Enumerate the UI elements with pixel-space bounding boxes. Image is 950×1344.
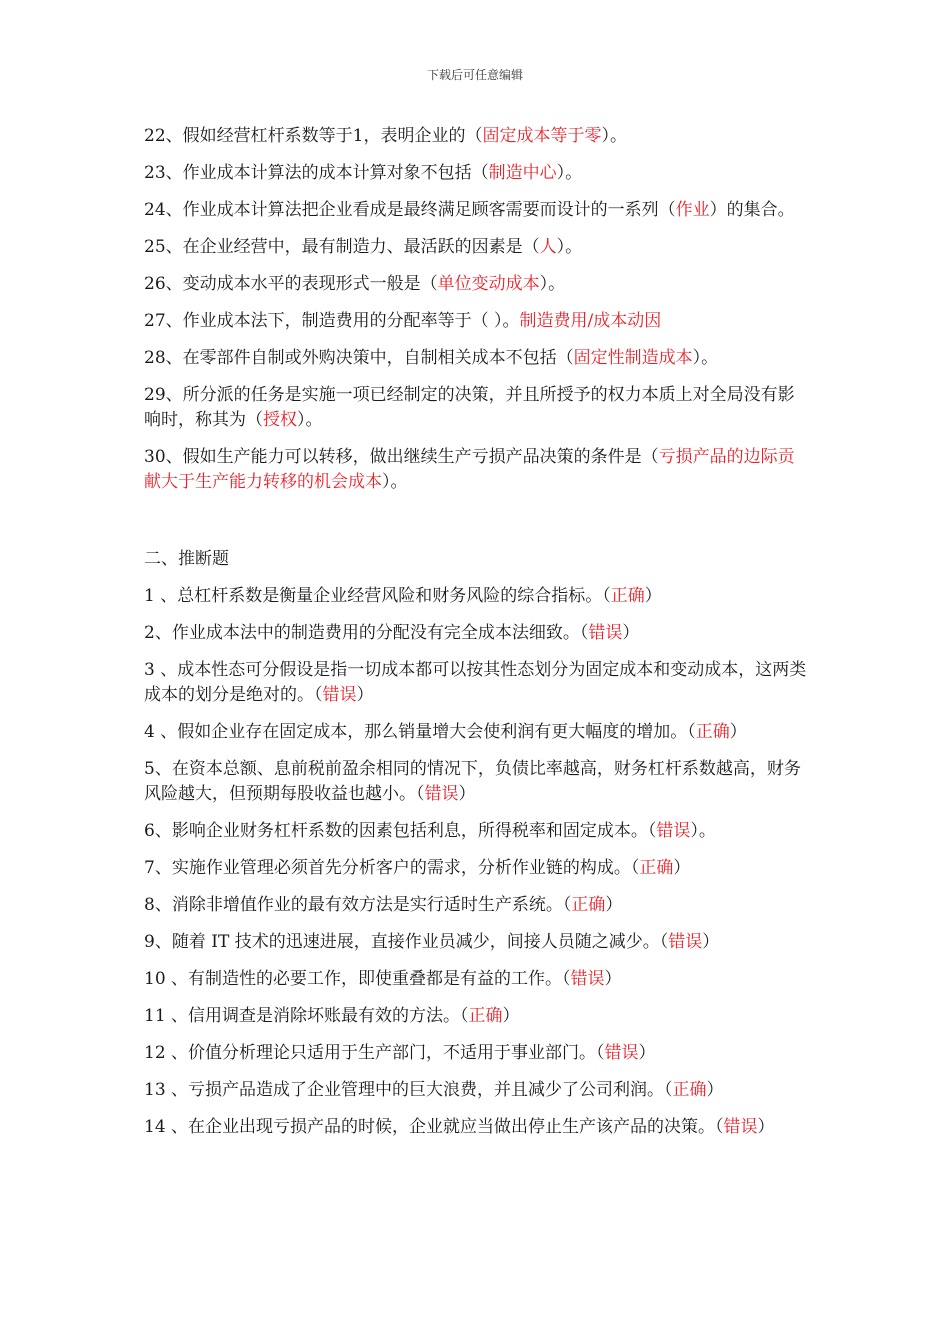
question-text: 在企业经营中，最有制造力、最活跃的因素是（: [182, 237, 540, 257]
question-number: 14: [144, 1117, 166, 1137]
question-number: 22: [144, 126, 166, 146]
question-text: 作业成本计算法的成本计算对象不包括（: [182, 163, 489, 183]
question-tail: ）: [502, 1006, 520, 1026]
true-false-item: [144, 967, 808, 992]
answer-text: 错误: [656, 821, 691, 841]
question-number: 8: [144, 895, 155, 915]
fill-blank-item: [144, 309, 808, 334]
question-text: 所分派的任务是实施一项已经制定的决策，并且所授予的权力本质上对全局没有影响时，称其为（: [144, 385, 795, 430]
question-text: 影响企业财务杠杆系数的因素包括利息，所得税率和固定成本。（: [171, 821, 657, 841]
fill-blank-list: [144, 124, 808, 495]
answer-text: 作业: [675, 200, 710, 220]
question-number: 12: [144, 1043, 166, 1063]
answer-text: 正确: [639, 858, 674, 878]
true-false-item: [144, 658, 808, 708]
question-tail: ）。: [382, 472, 408, 492]
question-text: 亏损产品造成了企业管理中的巨大浪费，并且减少了公司利润。（: [188, 1080, 673, 1100]
answer-text: 正确: [571, 895, 606, 915]
question-tail: ）: [458, 784, 476, 804]
question-tail: ）: [638, 1043, 656, 1063]
answer-text: 错误: [604, 1043, 639, 1063]
answer-text: 单位变动成本: [437, 274, 540, 294]
question-tail: ）: [356, 685, 374, 705]
question-tail: ）: [644, 586, 662, 606]
answer-text: 错误: [588, 623, 623, 643]
true-false-item: [144, 757, 808, 807]
question-number: 29: [144, 385, 166, 405]
question-tail: ）。: [601, 126, 627, 146]
question-separator: 、: [165, 348, 183, 368]
question-tail: ）: [605, 895, 623, 915]
question-number: 23: [144, 163, 166, 183]
question-tail: ）。: [556, 237, 583, 257]
question-separator: 、: [165, 126, 183, 146]
question-separator: 、: [154, 586, 178, 606]
question-separator: 、: [165, 311, 183, 331]
question-separator: 、: [165, 1080, 189, 1100]
true-false-item: [144, 930, 808, 955]
question-number: 24: [144, 200, 166, 220]
question-number: 30: [144, 447, 166, 467]
question-separator: 、: [154, 623, 172, 643]
answer-text: 固定性制造成本: [573, 348, 693, 368]
question-separator: 、: [165, 969, 189, 989]
question-text: 价值分析理论只适用于生产部门，不适用于事业部门。（: [188, 1043, 605, 1063]
section-title: 二、推断题: [144, 549, 229, 569]
question-tail: ）。: [539, 274, 566, 294]
question-number: 5: [144, 759, 155, 779]
question-tail: ）: [702, 932, 720, 952]
question-tail: ）: [757, 1117, 775, 1137]
question-tail: ）。: [556, 163, 583, 183]
true-false-item: [144, 1004, 808, 1029]
true-false-item: [144, 893, 808, 918]
question-text: 在零部件自制或外购决策中，自制相关成本不包括（: [182, 348, 574, 368]
question-separator: 、: [165, 237, 183, 257]
question-text: 成本性态可分假设是指一切成本都可以按其性态划分为固定成本和变动成本，这两类成本的划分是绝对的。（: [144, 660, 807, 705]
question-tail: ）。: [297, 410, 323, 430]
true-false-item: [144, 1078, 808, 1103]
fill-blank-item: [144, 161, 808, 186]
question-tail: ）: [604, 969, 622, 989]
question-text: 有制造性的必要工作，即使重叠都是有益的工作。（: [188, 969, 571, 989]
fill-blank-item: [144, 198, 808, 223]
fill-blank-item: [144, 124, 808, 149]
question-text: 假如企业存在固定成本，那么销量增大会使利润有更大幅度的增加。（: [177, 722, 696, 742]
question-number: 1: [144, 586, 155, 606]
question-separator: 、: [165, 274, 183, 294]
question-number: 3: [144, 660, 155, 680]
true-false-item: [144, 720, 808, 745]
true-false-item: [144, 1115, 808, 1140]
fill-blank-item: [144, 272, 808, 297]
question-text: 假如经营杠杆系数等于1，表明企业的（: [182, 126, 483, 146]
page-header: 下载后可任意编辑: [426, 68, 523, 82]
question-text: 作业成本计算法把企业看成是最终满足顾客需要而设计的一系列（: [182, 200, 676, 220]
question-text: 作业成本法中的制造费用的分配没有完全成本法细致。（: [171, 623, 589, 643]
question-number: 10: [144, 969, 166, 989]
true-false-item: [144, 621, 808, 646]
question-text: 假如生产能力可以转移，做出继续生产亏损产品决策的条件是（: [182, 447, 659, 467]
question-tail: ）。: [690, 821, 716, 841]
answer-text: 固定成本等于零: [482, 126, 602, 146]
question-tail: ）。: [692, 348, 719, 368]
question-number: 6: [144, 821, 155, 841]
question-tail: ）: [706, 1080, 724, 1100]
answer-text: 错误: [570, 969, 605, 989]
question-text: 随着 IT 技术的迅速进展，直接作业员减少，间接人员随之减少。（: [171, 932, 669, 952]
question-separator: 、: [154, 895, 172, 915]
question-separator: 、: [154, 759, 172, 779]
true-false-item: [144, 856, 808, 881]
answer-text: 错误: [723, 1117, 758, 1137]
fill-blank-item: [144, 346, 808, 371]
question-tail: ）: [622, 623, 640, 643]
question-separator: 、: [154, 660, 178, 680]
true-false-item: [144, 584, 808, 609]
answer-text: 亏损产品的边际贡献大于生产能力转移的机会成本: [144, 447, 795, 492]
answer-text: 制造费用/成本动因: [519, 311, 662, 331]
question-text: 在企业出现亏损产品的时候，企业就应当做出停止生产该产品的决策。（: [188, 1117, 724, 1137]
question-separator: 、: [154, 932, 172, 952]
question-text: 变动成本水平的表现形式一般是（: [182, 274, 438, 294]
answer-text: 错误: [668, 932, 703, 952]
question-text: 信用调查是消除坏账最有效的方法。（: [188, 1006, 469, 1026]
answer-text: 正确: [468, 1006, 503, 1026]
answer-text: 错误: [322, 685, 357, 705]
question-number: 13: [144, 1080, 166, 1100]
fill-blank-item: [144, 383, 808, 433]
answer-text: 正确: [672, 1080, 707, 1100]
question-number: 4: [144, 722, 155, 742]
question-number: 27: [144, 311, 166, 331]
question-number: 11: [144, 1006, 166, 1026]
document-body: [144, 124, 808, 1152]
question-text: 实施作业管理必须首先分析客户的需求，分析作业链的构成。（: [171, 858, 640, 878]
answer-text: 人: [539, 237, 557, 257]
question-separator: 、: [154, 858, 172, 878]
question-separator: 、: [165, 163, 183, 183]
question-separator: 、: [165, 200, 183, 220]
answer-text: 授权: [263, 410, 297, 430]
question-tail: ）: [673, 858, 691, 878]
answer-text: 制造中心: [488, 163, 557, 183]
question-number: 25: [144, 237, 166, 257]
fill-blank-item: [144, 235, 808, 260]
answer-text: 正确: [610, 586, 645, 606]
question-number: 26: [144, 274, 166, 294]
question-tail: ）: [729, 722, 747, 742]
question-text: 总杠杆系数是衡量企业经营风险和财务风险的综合指标。（: [177, 586, 611, 606]
question-separator: 、: [154, 821, 172, 841]
question-separator: 、: [165, 385, 183, 405]
true-false-list: [144, 584, 808, 1140]
answer-text: 错误: [424, 784, 459, 804]
question-text: 在资本总额、息前税前盈余相同的情况下，负债比率越高，财务杠杆系数越高，财务风险越大，但预期每股收益也越小。（: [144, 759, 801, 804]
question-separator: 、: [165, 1043, 189, 1063]
question-number: 9: [144, 932, 155, 952]
section-gap: [144, 507, 808, 547]
question-text: 作业成本法下，制造费用的分配率等于（ ）。: [182, 311, 520, 331]
question-number: 28: [144, 348, 166, 368]
true-false-item: [144, 819, 808, 844]
question-separator: 、: [165, 1117, 189, 1137]
question-text: 消除非增值作业的最有效方法是实行适时生产系统。（: [171, 895, 572, 915]
question-separator: 、: [154, 722, 178, 742]
answer-text: 正确: [695, 722, 730, 742]
question-tail: ）的集合。: [709, 200, 795, 220]
question-separator: 、: [165, 1006, 189, 1026]
question-number: 2: [144, 623, 155, 643]
true-false-item: [144, 1041, 808, 1066]
fill-blank-item: [144, 445, 808, 495]
question-number: 7: [144, 858, 155, 878]
question-separator: 、: [165, 447, 183, 467]
